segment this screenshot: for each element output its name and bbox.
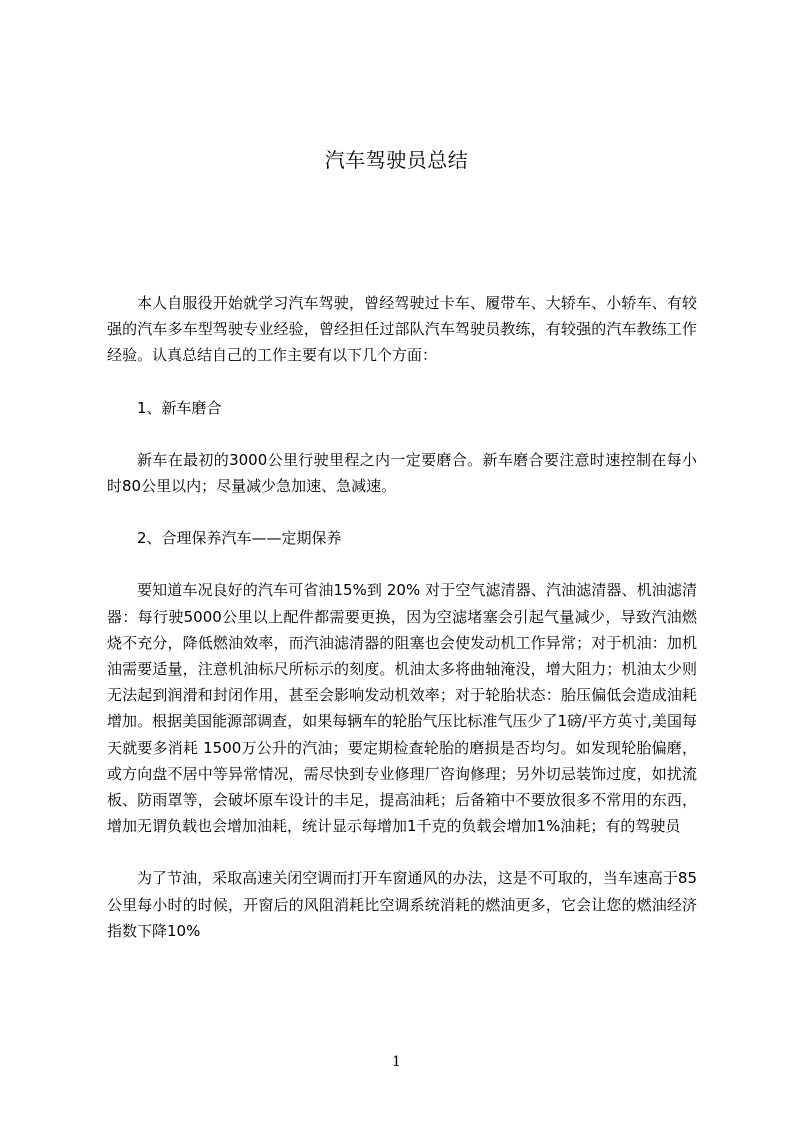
document-body — [107, 290, 697, 944]
break-in-paragraph: 新车在最初的3000公里行驶里程之内一定要磨合。新车磨合要注意时速控制在每小时80公里以内；尽量减少急加速、急减速。 — [107, 450, 697, 496]
maintenance-paragraph: 要知道车况良好的汽车可省油15%到 20% 对于空气滤清器、汽油滤清器、机油滤清器：每行驶5000公里以上配件都需要更换，因为空滤堵塞会引起气量减少，导致汽油燃烧不充分，降低燃油效率，而汽油滤清器的阻塞也会使发动机工作异常；对于机油：加机油需要适量，注意机油标尺所标示的刻度。机油太多将曲轴淹没，增大阻力；机油太少则无法起到润滑和封闭作用，甚至会影响发动机效率；对于轮胎状态：胎压偏低会造成油耗增加。根据美国能源部调查，如果每辆车的轮胎气压比标准气压少了1磅/平方英寸,美国每天就要多消耗 1500万公升的汽油；要定期检查轮胎的磨损是否均匀。如发现轮胎偏磨，或方向盘不居中等异常情况，需尽快到专业修理厂咨询修理；另外切忌装饰过度，如扰流板、防雨罩等，会破坏原车设计的丰足，提高油耗；后备箱中不要放很多不常用的东西，增加无谓负载也会增加油耗，统计显示每增加1千克的负载会增加1%油耗；有的驾驶员 — [107, 581, 697, 836]
section-heading-new-car-break-in: 1、新车磨合 — [137, 398, 222, 417]
section-heading-maintenance: 2、合理保养汽车——定期保养 — [137, 529, 342, 548]
air-conditioning-paragraph: 为了节油，采取高速关闭空调而打开车窗通风的办法，这是不可取的，当车速高于85公里每小时的时候，开窗后的风阻消耗比空调系统消耗的燃油更多，它会让您的燃油经济指数下降10% — [107, 869, 697, 940]
document-title: 汽车驾驶员总结 — [324, 148, 469, 172]
intro-paragraph: 本人自服役开始就学习汽车驾驶，曾经驾驶过卡车、履带车、大轿车、小轿车、有较强的汽车多车型驾驶专业经验，曾经担任过部队汽车驾驶员教练，有较强的汽车教练工作经验。认真总结自己的工作主要有以下几个方面： — [107, 294, 697, 365]
page-number: 1 — [392, 1054, 401, 1070]
